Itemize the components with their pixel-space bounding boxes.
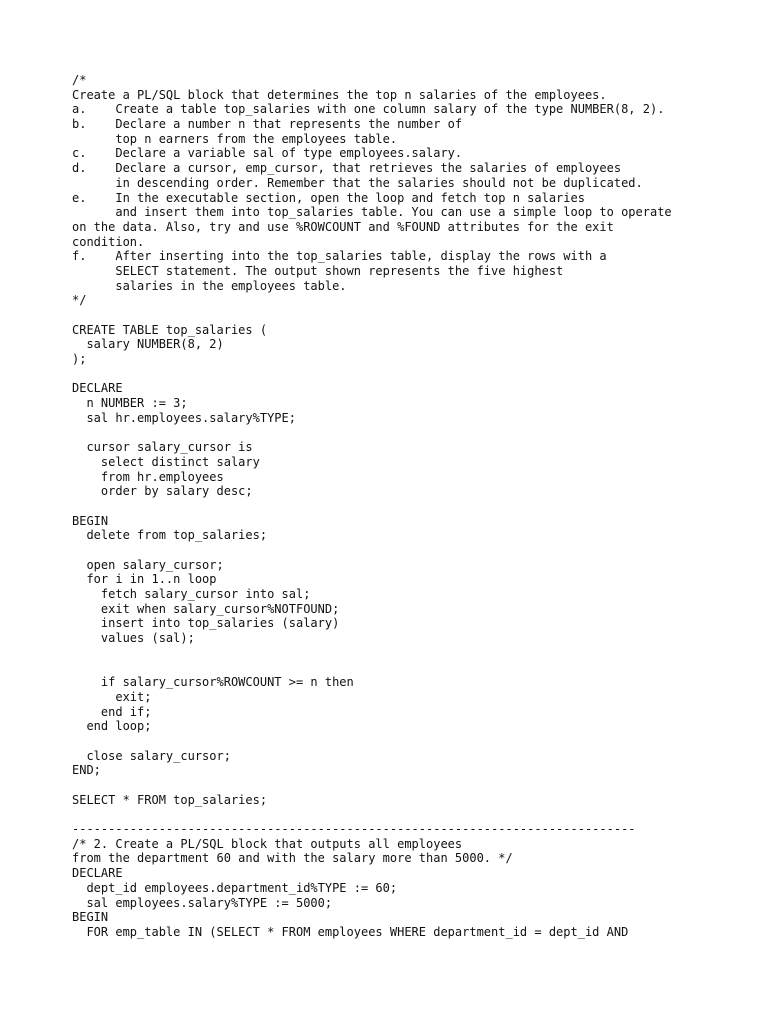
text-line: salary NUMBER(8, 2) xyxy=(72,337,224,352)
text-line: exit when salary_cursor%NOTFOUND; xyxy=(72,601,340,616)
text-line xyxy=(72,646,712,661)
text-line: values (sal); xyxy=(72,631,195,646)
text-line: fetch salary_cursor into sal; xyxy=(72,587,311,602)
text-line: CREATE TABLE top_salaries ( xyxy=(72,322,268,337)
text-line: Create a PL/SQL block that determines the top n salaries of the employees. xyxy=(72,87,607,102)
text-line: sal employees.salary%TYPE := 5000; xyxy=(72,895,333,910)
text-line xyxy=(72,367,712,382)
text-line: /* xyxy=(72,73,87,87)
text-line: select distinct salary xyxy=(72,454,260,469)
text-line: in descending order. Remember that the salaries should not be duplicated. xyxy=(72,175,643,190)
text-line: ); xyxy=(72,352,87,367)
text-line xyxy=(72,543,712,558)
text-line: ------------------------------------------------------------------------------ xyxy=(72,822,636,837)
text-line: FOR emp_table IN (SELECT * FROM employees WHERE department_id = dept_id AND xyxy=(72,924,629,939)
text-line: f. After inserting into the top_salaries table, display the rows with a xyxy=(72,249,607,264)
text-line xyxy=(72,426,712,441)
text-line: from the department 60 and with the salary more than 5000. */ xyxy=(72,851,513,866)
text-line xyxy=(72,499,712,514)
text-line: BEGIN xyxy=(72,910,109,925)
text-line: b. Declare a number n that represents the number of xyxy=(72,117,463,132)
text-line: a. Create a table top_salaries with one column salary of the type NUMBER(8, 2). xyxy=(72,102,665,117)
text-line: end if; xyxy=(72,704,152,719)
text-line: END; xyxy=(72,763,101,778)
text-line xyxy=(72,661,712,676)
text-line: d. Declare a cursor, emp_cursor, that retrieves the salaries of employees xyxy=(72,161,622,176)
text-line: /* 2. Create a PL/SQL block that outputs all employees xyxy=(72,836,463,851)
text-line: salaries in the employees table. xyxy=(72,278,347,293)
text-line: open salary_cursor; xyxy=(72,557,224,572)
text-line: exit; xyxy=(72,689,152,704)
text-line: */ xyxy=(72,293,87,308)
text-line: for i in 1..n loop xyxy=(72,572,217,587)
text-line: SELECT * FROM top_salaries; xyxy=(72,792,268,807)
text-line: close salary_cursor; xyxy=(72,748,231,763)
text-line: condition. xyxy=(72,234,145,249)
text-line xyxy=(72,807,712,822)
text-line: top n earners from the employees table. xyxy=(72,131,398,146)
text-line: DECLARE xyxy=(72,381,123,396)
text-line: on the data. Also, try and use %ROWCOUNT and %FOUND attributes for the exit xyxy=(72,219,614,234)
text-line: BEGIN xyxy=(72,513,109,528)
text-line: e. In the executable section, open the loop and fetch top n salaries xyxy=(72,190,585,205)
text-line: order by salary desc; xyxy=(72,484,253,499)
text-line: end loop; xyxy=(72,719,152,734)
text-line: from hr.employees xyxy=(72,469,224,484)
text-line: sal hr.employees.salary%TYPE; xyxy=(72,410,296,425)
text-line: c. Declare a variable sal of type employees.salary. xyxy=(72,146,463,161)
text-line: SELECT statement. The output shown represents the five highest xyxy=(72,263,564,278)
text-line: if salary_cursor%ROWCOUNT >= n then xyxy=(72,675,354,690)
text-line xyxy=(72,778,712,793)
text-line: cursor salary_cursor is xyxy=(72,440,253,455)
text-line: DECLARE xyxy=(72,866,123,881)
text-line xyxy=(72,734,712,749)
text-line xyxy=(72,308,712,323)
text-line: and insert them into top_salaries table. You can use a simple loop to operate xyxy=(72,205,672,220)
document-page xyxy=(72,73,712,940)
text-line: dept_id employees.department_id%TYPE := 60; xyxy=(72,880,398,895)
text-line: n NUMBER := 3; xyxy=(72,396,188,411)
text-line: insert into top_salaries (salary) xyxy=(72,616,340,631)
text-line: delete from top_salaries; xyxy=(72,528,268,543)
